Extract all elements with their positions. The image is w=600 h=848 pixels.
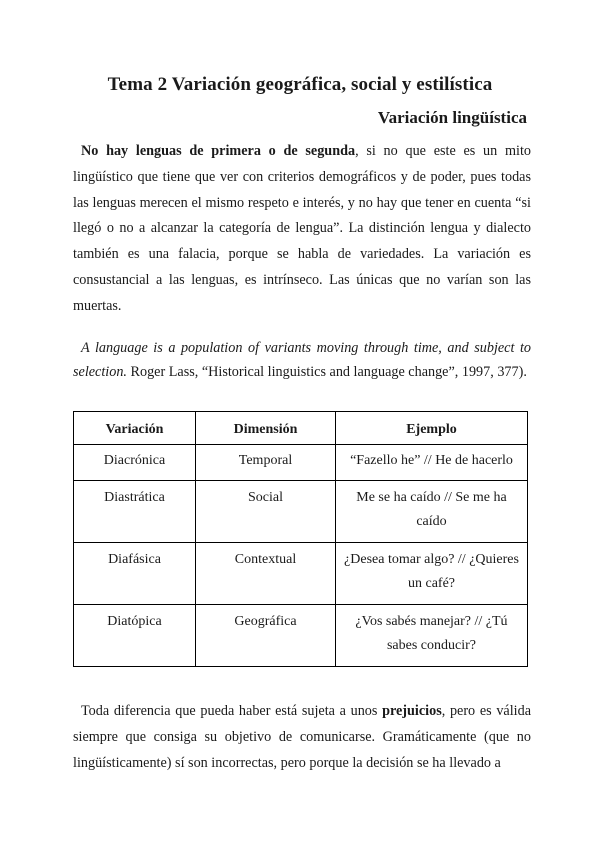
quote-text: A language is a population of variants moving through time, and subject to selection. <box>73 340 531 380</box>
table-cell: Me se ha caído // Se me ha caído <box>336 481 528 543</box>
table-cell: Temporal <box>196 445 336 481</box>
table-cell: “Fazello he” // He de hacerlo <box>336 445 528 481</box>
paragraph-prejudices-text-after: , pero es válida siempre que consiga su objetivo de comunicarse. Gramáticamente (que no lingüísticamente) sí son incorrectas, pero porque la decisión se ha llevado a <box>73 703 531 771</box>
paragraph-prejudices-bold: prejuicios <box>382 703 442 719</box>
table-header-row <box>74 412 528 445</box>
table-cell: Diacrónica <box>74 445 196 481</box>
table-header-cell: Dimensión <box>196 412 336 445</box>
table-cell: Contextual <box>196 543 336 605</box>
table-row <box>74 543 528 605</box>
paragraph-prejudices-text-before: Toda diferencia que pueda haber está sujeta a unos <box>81 703 383 719</box>
quote-citation: Roger Lass, “Historical linguistics and language change”, 1997, 377). <box>126 364 527 380</box>
paragraph-intro-bold: No hay lenguas de primera o de segunda <box>81 143 356 159</box>
table-row <box>74 481 528 543</box>
paragraph-intro-text: , si no que este es un mito lingüístico que tiene que ver con criterios demográficos y de poder, pues todas las lenguas merecen el mismo respeto e interés, y no hay que tener en cuenta “si llegó o no a alcanzar la categoría de lengua”. La distinción lengua y dialecto también es una falacia, porque se habla de variedades. La variación es consustancial a las lenguas, es intrínseco. Las únicas que no varían son las muertas. <box>73 143 531 314</box>
page-title: Tema 2 Variación geográfica, social y estilística <box>107 74 493 95</box>
table-cell: Diastrática <box>74 481 196 543</box>
table-cell: Social <box>196 481 336 543</box>
table-cell: Diatópica <box>74 605 196 667</box>
paragraph-intro <box>73 139 531 320</box>
table-cell: ¿Vos sabés manejar? // ¿Tú sabes conducir? <box>336 605 528 667</box>
table-header-cell: Ejemplo <box>336 412 528 445</box>
section-subtitle: Variación lingüística <box>377 108 527 127</box>
table-row <box>74 445 528 481</box>
quote-block <box>73 336 531 384</box>
variation-table <box>73 411 528 667</box>
table-cell: ¿Desea tomar algo? // ¿Quieres un café? <box>336 543 528 605</box>
table-cell: Diafásica <box>74 543 196 605</box>
paragraph-prejudices <box>73 699 531 776</box>
table-row <box>74 605 528 667</box>
table-header-cell: Variación <box>74 412 196 445</box>
table-cell: Geográfica <box>196 605 336 667</box>
